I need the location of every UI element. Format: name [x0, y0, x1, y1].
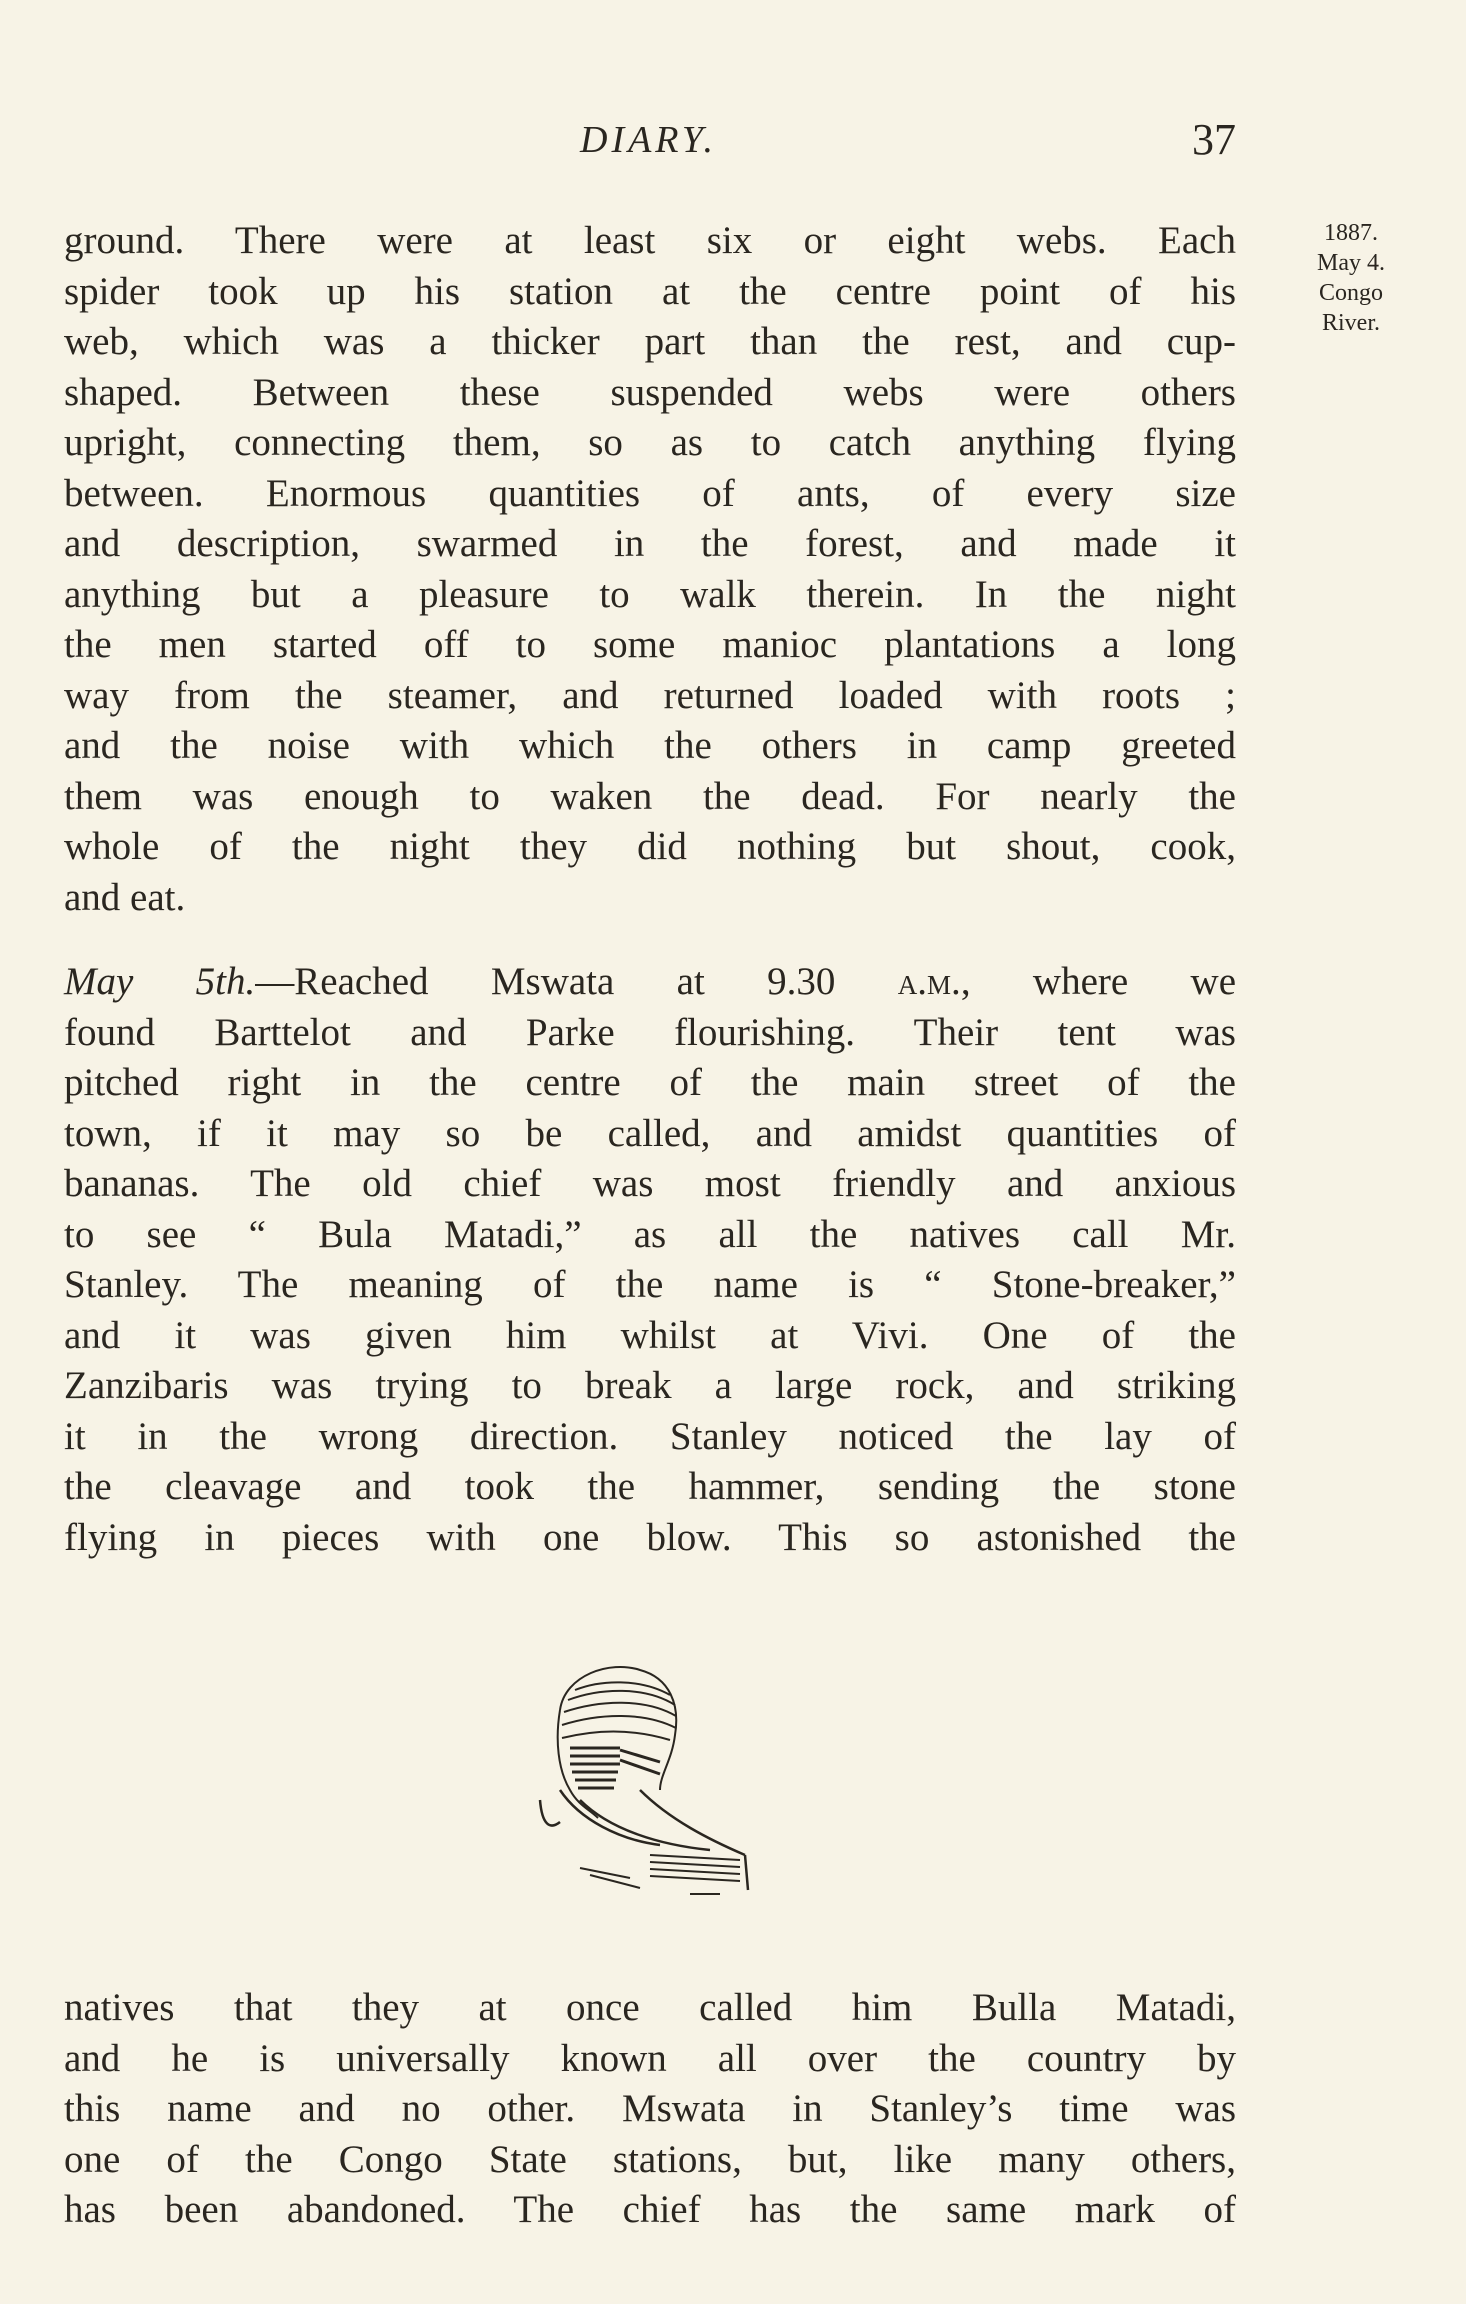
- marginal-note-place-2: River.: [1322, 310, 1380, 336]
- text-line: upright, connecting them, so as to catch anything flying: [64, 421, 1236, 464]
- text-line: spider took up his station at the centre point of his: [64, 269, 1236, 313]
- text-line: this name and no other. Mswata in Stanley’s time was: [64, 2087, 1236, 2130]
- text-line: flying in pieces with one blow. This so astonished the: [64, 1515, 1236, 1559]
- text-line: ground. There were at least six or eight webs. Each: [64, 219, 1236, 262]
- text-line: shaped. Between these suspended webs were others: [64, 370, 1236, 414]
- marginal-note-year: 1887.: [1324, 220, 1378, 246]
- paragraph-2: [64, 957, 1236, 1563]
- date-lead: May 5th.: [64, 960, 256, 1003]
- text-line: bananas. The old chief was most friendly and anxious: [64, 1162, 1236, 1205]
- text-line: and he is universally known all over the country by: [64, 2036, 1236, 2080]
- page-number: 37: [1192, 115, 1236, 164]
- carved-head-illustration: [520, 1650, 760, 1900]
- text-line: the cleavage and took the hammer, sending the stone: [64, 1465, 1236, 1508]
- running-title: DIARY.: [580, 119, 717, 161]
- text-line: way from the steamer, and returned loaded with roots ;: [64, 673, 1236, 717]
- paragraph-1: [64, 216, 1236, 923]
- text-line: the men started off to some manioc plantations a long: [64, 623, 1236, 666]
- text-line: natives that they at once called him Bulla Matadi,: [64, 1986, 1236, 2029]
- text-line: pitched right in the centre of the main street of the: [64, 1061, 1236, 1104]
- text-line: it in the wrong direction. Stanley noticed the lay of: [64, 1414, 1236, 1458]
- time-abbrev: a.m.: [897, 960, 961, 1003]
- text-line: and description, swarmed in the forest, and made it: [64, 522, 1236, 565]
- text-line: web, which was a thicker part than the rest, and cup-: [64, 320, 1236, 363]
- text-line: and eat.: [64, 875, 186, 919]
- text-fragment: —Reached Mswata at 9.30: [255, 960, 898, 1003]
- text-line: has been abandoned. The chief has the same mark of: [64, 2188, 1236, 2231]
- text-line: and it was given him whilst at Vivi. One of the: [64, 1313, 1236, 1357]
- marginal-note-date: May 4.: [1317, 250, 1385, 276]
- marginal-note-place-1: Congo: [1318, 280, 1383, 306]
- text-line: whole of the night they did nothing but shout, cook,: [64, 825, 1236, 868]
- text-line: and the noise with which the others in camp greeted: [64, 724, 1236, 767]
- text-line-first: [64, 957, 1236, 1008]
- ear-left: [540, 1800, 560, 1826]
- text-fragment: , where we: [960, 960, 1237, 1003]
- text-line: town, if it may so be called, and amidst quantities of: [64, 1111, 1236, 1155]
- text-line: one of the Congo State stations, but, like many others,: [64, 2137, 1236, 2181]
- text-line: anything but a pleasure to walk therein. In the night: [64, 572, 1236, 616]
- text-line: between. Enormous quantities of ants, of every size: [64, 471, 1236, 515]
- paragraph-3: [64, 1983, 1236, 2236]
- text-line: Zanzibaris was trying to break a large rock, and striking: [64, 1364, 1236, 1407]
- marginal-note: [1296, 218, 1406, 338]
- text-line: found Barttelot and Parke flourishing. Their tent was: [64, 1010, 1236, 1054]
- text-line: Stanley. The meaning of the name is “ Stone-breaker,”: [64, 1263, 1236, 1306]
- text-line: them was enough to waken the dead. For nearly the: [64, 774, 1236, 818]
- text-line: to see “ Bula Matadi,” as all the natives call Mr.: [64, 1212, 1236, 1256]
